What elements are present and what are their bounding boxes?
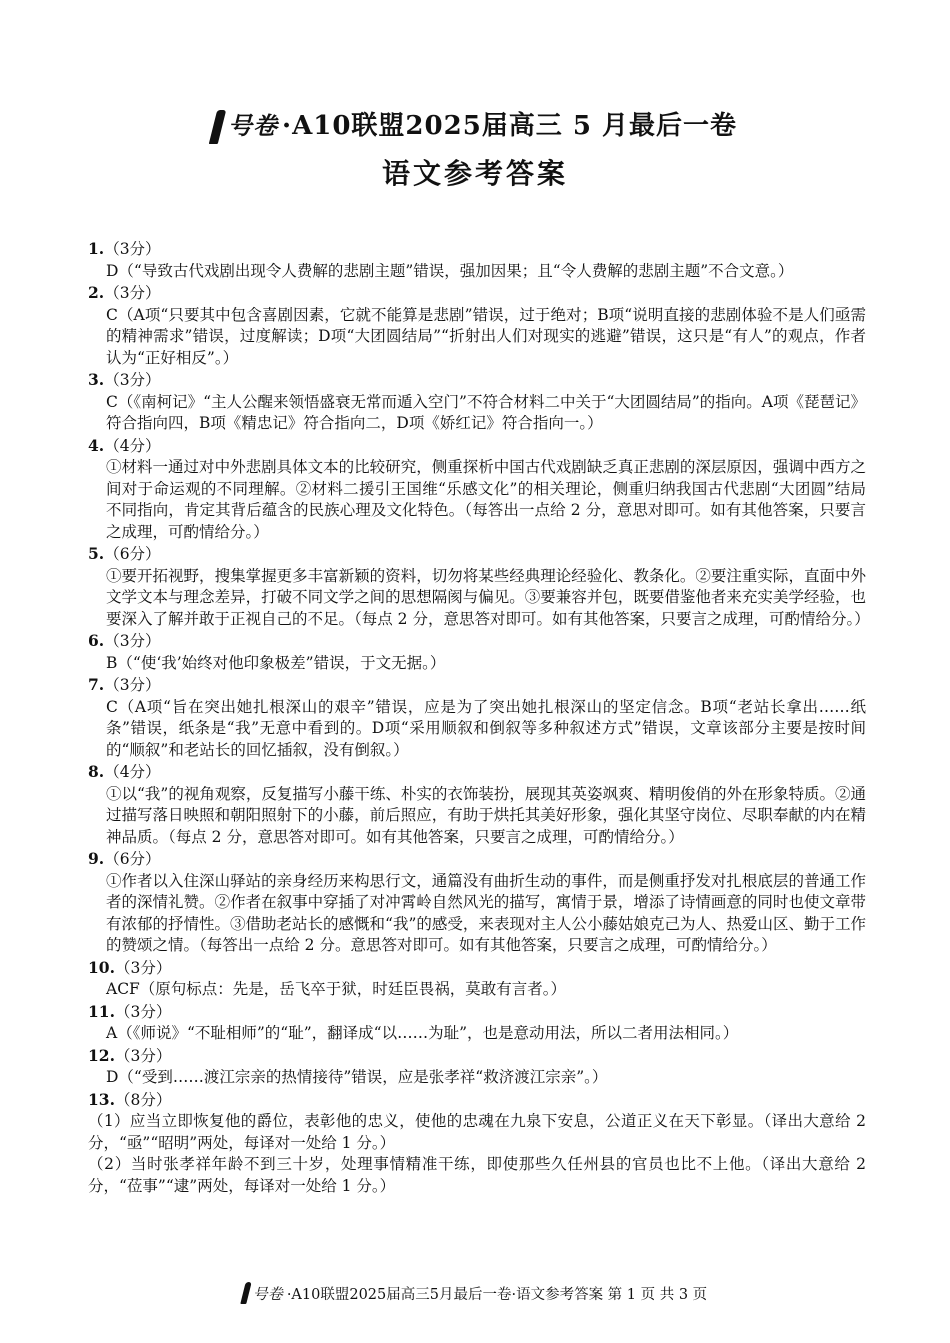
answer-item-8 bbox=[88, 761, 866, 848]
question-number: 10. bbox=[88, 957, 115, 977]
answer-item-13 bbox=[88, 1089, 866, 1198]
question-score: （3分） bbox=[104, 632, 161, 650]
question-number: 4. bbox=[88, 435, 105, 455]
answer-item-1 bbox=[88, 238, 866, 282]
answer-text: D（“导致古代戏剧出现令人费解的悲剧主题”错误，强加因果；且“令人费解的悲剧主题”不合文意。） bbox=[106, 261, 794, 280]
footer-logo bbox=[243, 1282, 283, 1304]
answer-text: C（A项“只要其中包含喜剧因素，它就不能算是悲剧”错误，过于绝对；B项“说明直接的悲剧体验不是人们亟需的精神需求”错误，过度解读；D项“大团圆结局”“折射出人们对现实的逃避”错误，这只是“有人”的观点，作者认为“正好相反”。） bbox=[106, 305, 866, 367]
page-footer bbox=[0, 1282, 950, 1304]
answer-item-9 bbox=[88, 848, 866, 957]
question-number: 6. bbox=[88, 631, 105, 650]
page-title: ·A10联盟2025届高三 5 月最后一卷 bbox=[282, 111, 737, 141]
question-number: 1. bbox=[88, 239, 105, 258]
question-number: 12. bbox=[88, 1045, 115, 1065]
brand-logo bbox=[213, 108, 278, 144]
brand-logo-text: 号卷 bbox=[228, 111, 279, 140]
title-row bbox=[0, 108, 950, 144]
answer-item-7 bbox=[88, 674, 866, 761]
answer-text: ①要开拓视野，搜集掌握更多丰富新颖的资料，切勿将某些经典理论经验化、教条化。②要注重实际，直面中外文学文本与理念差异，打破不同文学之间的思想隔阂与偏见。③要兼容并包，既要借鉴他者来充实美学经验，也要深入了解并敢于正视自己的不足。（每点 2 分，意思答对即可。如有其他答案，只要言之成理，可酌情给分。） bbox=[106, 566, 870, 628]
question-score: （8分） bbox=[114, 1090, 172, 1109]
question-number: 7. bbox=[88, 675, 105, 694]
question-score: （3分） bbox=[114, 958, 172, 977]
question-number: 5. bbox=[88, 544, 105, 563]
page-subtitle: 语文参考答案 bbox=[381, 157, 568, 190]
answer-text: D（“受到……渡江宗亲的热情接待”错误，应是张孝祥“救济渡江宗亲”。） bbox=[106, 1068, 608, 1086]
answer-item-4 bbox=[88, 435, 866, 544]
answer-text: B（“使‘我’始终对他印象极差”错误，于文无据。） bbox=[106, 653, 446, 672]
question-score: （3分） bbox=[104, 676, 161, 694]
answer-text: A（《师说》“不耻相师”的“耻”，翻译成“以……为耻”，也是意动用法，所以二者用法相同。） bbox=[106, 1024, 739, 1042]
question-number: 8. bbox=[88, 762, 105, 781]
answer-item-10 bbox=[88, 957, 866, 1001]
answer-item-6 bbox=[88, 630, 866, 674]
answer-text: C（《南柯记》“主人公醒来领悟盛衰无常而遁入空门”不符合材料二中关于“大团圆结局”的指向。A项《琵琶记》符合指向四，B项《精忠记》符合指向二，D项《娇红记》符合指向一。） bbox=[106, 392, 867, 432]
question-score: （4分） bbox=[104, 436, 161, 455]
brand-mark-icon bbox=[240, 1282, 251, 1304]
question-score: （3分） bbox=[114, 1046, 172, 1065]
question-number: 2. bbox=[88, 283, 105, 302]
answer-text-part-1: （1）应当立即恢复他的爵位，表彰他的忠义，使他的忠魂在九泉下安息，公道正义在天下彰显。（译出大意给 2 分，“亟”“昭明”两处，每译对一处给 1 分。） bbox=[88, 1112, 866, 1152]
brand-mark-icon bbox=[209, 110, 226, 144]
answer-text: ①以“我”的视角观察，反复描写小藤干练、朴实的衣饰装扮，展现其英姿飒爽、精明俊俏的外在形象特质。②通过描写落日映照和朝阳照射下的小藤，前后照应，有助于烘托其美好形象，强化其坚守岗位、尽职奉献的内在精神品质。（每点 2 分，意思答对即可。如有其他答案，只要言之成理，可酌情给分。） bbox=[106, 784, 866, 846]
question-score: （3分） bbox=[104, 240, 161, 258]
question-score: （6分） bbox=[104, 850, 161, 868]
question-score: （3分） bbox=[104, 284, 161, 302]
footer-text: ·A10联盟2025届高三5月最后一卷·语文参考答案 第 1 页 共 3 页 bbox=[286, 1287, 708, 1303]
answer-item-5 bbox=[88, 543, 870, 630]
answer-text: ACF（原句标点：先是，岳飞卒于狱，时廷臣畏祸，莫敢有言者。） bbox=[106, 980, 567, 998]
answer-text-part-2: （2）当时张孝祥年龄不到三十岁，处理事情精准干练，即使那些久任州县的官员也比不上他。（译出大意给 2 分，“莅事”“逮”两处，每译对一处给 1 分。） bbox=[88, 1155, 866, 1195]
answer-item-11 bbox=[88, 1001, 866, 1045]
answer-item-12 bbox=[88, 1045, 866, 1089]
footer-logo-text: 号卷 bbox=[252, 1285, 283, 1303]
question-number: 3. bbox=[88, 370, 105, 389]
answer-text: C（A项“旨在突出她扎根深山的艰辛”错误，应是为了突出她扎根深山的坚定信念。B项“老站长拿出……纸条”错误，纸条是“我”无意中看到的。D项“采用顺叙和倒叙等多种叙述方式”错误，文章该部分主要是按时间的“顺叙”和老站长的回忆插叙，没有倒叙。） bbox=[106, 697, 866, 759]
question-number: 9. bbox=[88, 849, 105, 868]
question-score: （3分） bbox=[104, 371, 161, 389]
question-number: 11. bbox=[88, 1001, 115, 1021]
answer-text: ①作者以入住深山驿站的亲身经历来构思行文，通篇没有曲折生动的事件，而是侧重抒发对扎根底层的普通工作者的深情礼赞。②作者在叙事中穿插了对冲霄岭自然风光的描写，寓情于景，增添了诗情画意的同时也使文章带有浓郁的抒情性。③借助老站长的感慨和“我”的感受，来表现对主人公小藤姑娘克己为人、热爱山区、勤于工作的赞颂之情。（每答出一点给 2 分。意思答对即可。如有其他答案，只要言之成理，可酌情给分。） bbox=[106, 871, 866, 954]
question-score: （6分） bbox=[104, 545, 161, 563]
page-header bbox=[0, 108, 950, 192]
answer-item-3 bbox=[88, 369, 866, 435]
question-score: （3分） bbox=[114, 1002, 172, 1021]
question-score: （4分） bbox=[104, 763, 161, 781]
answer-item-2 bbox=[88, 282, 866, 369]
answer-text: ①材料一通过对中外悲剧具体文本的比较研究，侧重探析中国古代戏剧缺乏真正悲剧的深层原因，强调中西方之间对于命运观的不同理解。②材料二援引王国维“乐感文化”的相关理论，侧重归纳我国古代悲剧“大团圆”结局不同指向，肯定其背后蕴含的民族心理及文化特色。（每答出一点给 2 分，意思对即可。如有其他答案，只要言之成理，可酌情给分。） bbox=[106, 458, 866, 541]
answer-list bbox=[88, 238, 870, 1197]
question-number: 13. bbox=[88, 1089, 115, 1109]
